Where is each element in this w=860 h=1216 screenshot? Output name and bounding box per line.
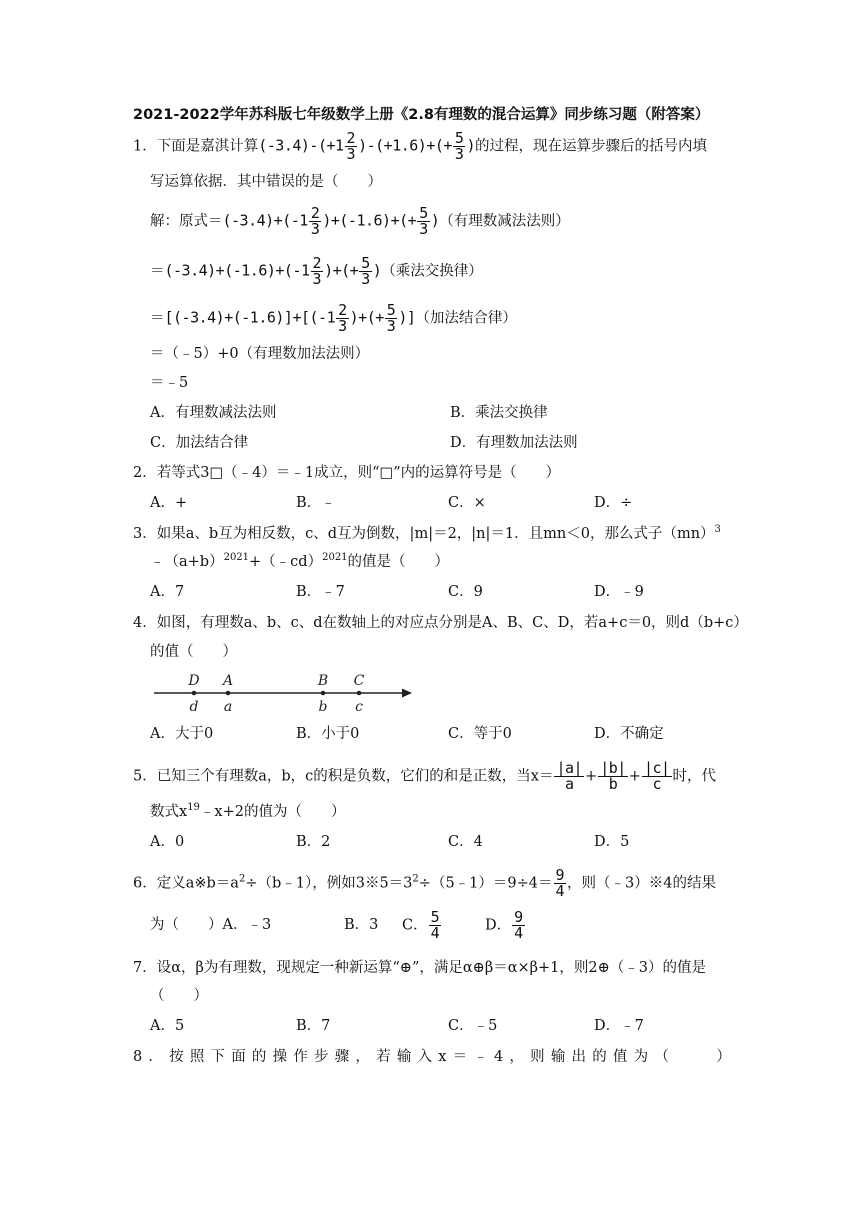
option-c[interactable]: C．加法结合律	[150, 435, 249, 451]
label-lower-a: a	[223, 699, 233, 715]
question-3-line-2: $﹣(a+b)^{2021}+(﹣cd)^{2021}$的值是（ ）	[150, 552, 450, 570]
option-b[interactable]: B．3	[344, 917, 379, 933]
point-c	[357, 691, 362, 696]
option-a[interactable]: A．5	[150, 1018, 185, 1034]
point-b	[321, 691, 326, 696]
fraction: $\frac{5}{3}$	[454, 129, 464, 163]
question-6-line-2: 为（ ）A．﹣3	[150, 917, 272, 933]
question-6-line-1: 6．定义$a※b=a^2\div(b﹣1)$，例如$3※5=3^2\div(5﹣1)=9\div 4=$ $\frac{9}{4}$ ，则（﹣3）※4的结果	[133, 866, 716, 900]
option-d[interactable]: D．÷	[594, 495, 633, 511]
option-d[interactable]: D． $\frac{9}{4}$	[485, 908, 523, 942]
fraction: $\frac{2}{3}$	[312, 254, 322, 288]
question-5-line-2: 数式$x^{19}﹣x+2$的值为（ ）	[150, 802, 346, 820]
option-d[interactable]: D．﹣9	[594, 584, 644, 600]
question-5-line-1: 5．已知三个有理数a，b，c的积是负数，它们的和是正数，当x＝ $\frac{|a|}{a}$ + $\frac{|b|}{b}$ + $\frac{|c|}{c}$ 时，代	[133, 759, 717, 793]
question-7-line-2: （ ）	[150, 988, 208, 1004]
solution-step-3: ＝[(-3.4)+(-1.6)]+[(-1 $\frac{2}{3}$ )+(+ $\frac{5}{3}$ )]（加法结合律）	[150, 301, 517, 335]
option-c[interactable]: C． $\frac{5}{4}$	[402, 908, 440, 942]
page-title: 2021-2022学年苏科版七年级数学上册《2.8有理数的混合运算》同步练习题（附答案）	[133, 107, 710, 123]
option-a[interactable]: A．0	[150, 834, 185, 850]
fraction: $\frac{2}{3}$	[338, 301, 347, 335]
question-4-line-2: 的值（ ）	[150, 644, 237, 660]
option-a[interactable]: A．7	[150, 584, 185, 600]
fraction: $\frac{5}{3}$	[361, 254, 370, 288]
fraction: $\frac{9}{4}$	[555, 866, 565, 900]
label-lower-c: c	[355, 699, 363, 715]
option-d[interactable]: D．5	[594, 834, 630, 850]
label-lower-b: b	[318, 699, 328, 715]
fraction: $\frac{|c|}{c}$	[643, 759, 670, 793]
option-c[interactable]: C．等于0	[448, 726, 512, 742]
option-c[interactable]: C．9	[448, 584, 483, 600]
option-d[interactable]: D．不确定	[594, 726, 664, 742]
option-b[interactable]: B．7	[296, 1018, 331, 1034]
question-1-line-2: 写运算依据．其中错误的是（ ）	[150, 174, 382, 190]
label-lower-d: d	[189, 699, 199, 715]
fraction: $\frac{|a|}{a}$	[556, 759, 583, 793]
label-upper-b: B	[317, 673, 329, 689]
fraction: $\frac{5}{3}$	[386, 301, 396, 335]
label-upper-d: D	[188, 673, 200, 689]
fraction: $\frac{2}{3}$	[310, 204, 320, 238]
option-a[interactable]: A．大于0	[150, 726, 214, 742]
option-d[interactable]: D．有理数加法法则	[450, 435, 578, 451]
option-b[interactable]: B．﹣7	[296, 584, 345, 600]
point-a	[226, 691, 231, 696]
option-a[interactable]: A．+	[150, 495, 188, 511]
point-d	[192, 691, 197, 696]
fraction: $\frac{5}{3}$	[419, 204, 428, 238]
label-upper-c: C	[353, 673, 365, 689]
fraction: $\frac{|b|}{b}$	[600, 759, 626, 793]
question-8: 8．按照下面的操作步骤，若输入x＝﹣4，则输出的值为（ ）	[133, 1049, 738, 1065]
question-4-line-1: 4．如图，有理数a、b、c、d在数轴上的对应点分别是A、B、C、D，若a+c＝0，则d（b+c）	[133, 615, 748, 631]
fraction: $\frac{9}{4}$	[514, 908, 523, 942]
number-line-figure	[150, 668, 420, 724]
solution-step-5: ＝﹣5	[150, 375, 189, 391]
option-d[interactable]: D．﹣7	[594, 1018, 644, 1034]
option-c[interactable]: C．4	[448, 834, 483, 850]
question-3-line-1: 3．如果a、b互为相反数，c、d互为倒数，|m|＝2，|n|＝1．且mn＜0，那么式子（mn）$^3$	[133, 524, 721, 542]
fraction: $\frac{2}{3}$	[346, 129, 356, 163]
option-b[interactable]: B．2	[296, 834, 331, 850]
option-b[interactable]: B．小于0	[296, 726, 360, 742]
question-2: 2．若等式3□（﹣4）＝﹣1成立，则“□”内的运算符号是（ ）	[133, 465, 561, 481]
solution-step-1: 解：原式＝(-3.4)+(-1 $\frac{2}{3}$ )+(-1.6)+(+ $\frac{5}{3}$ )（有理数减法法则）	[150, 204, 570, 238]
fraction: $\frac{5}{4}$	[430, 908, 440, 942]
solution-step-4: ＝（﹣5）+0（有理数加法法则）	[150, 346, 370, 362]
label-upper-a: A	[222, 673, 234, 689]
option-b[interactable]: B．﹣	[296, 495, 336, 511]
question-7-line-1: 7．设α，β为有理数，现规定一种新运算“⊕”，满足α⊕β＝α×β+1，则2⊕（﹣3）的值是	[133, 960, 706, 976]
arrow-head-icon	[402, 689, 412, 698]
option-a[interactable]: A．有理数减法法则	[150, 405, 277, 421]
option-c[interactable]: C．﹣5	[448, 1018, 498, 1034]
option-c[interactable]: C．×	[448, 495, 486, 511]
solution-step-2: ＝(-3.4)+(-1.6)+(-1 $\frac{2}{3}$ )+(+ $\frac{5}{3}$ )（乘法交换律）	[150, 254, 483, 288]
option-b[interactable]: B．乘法交换律	[450, 405, 548, 421]
question-1-line-1: 1．下面是嘉淇计算(-3.4)-(+1 $\frac{2}{3}$ )-(+1.6)+(+ $\frac{5}{3}$ )的过程，现在运算步骤后的括号内填	[133, 129, 707, 163]
